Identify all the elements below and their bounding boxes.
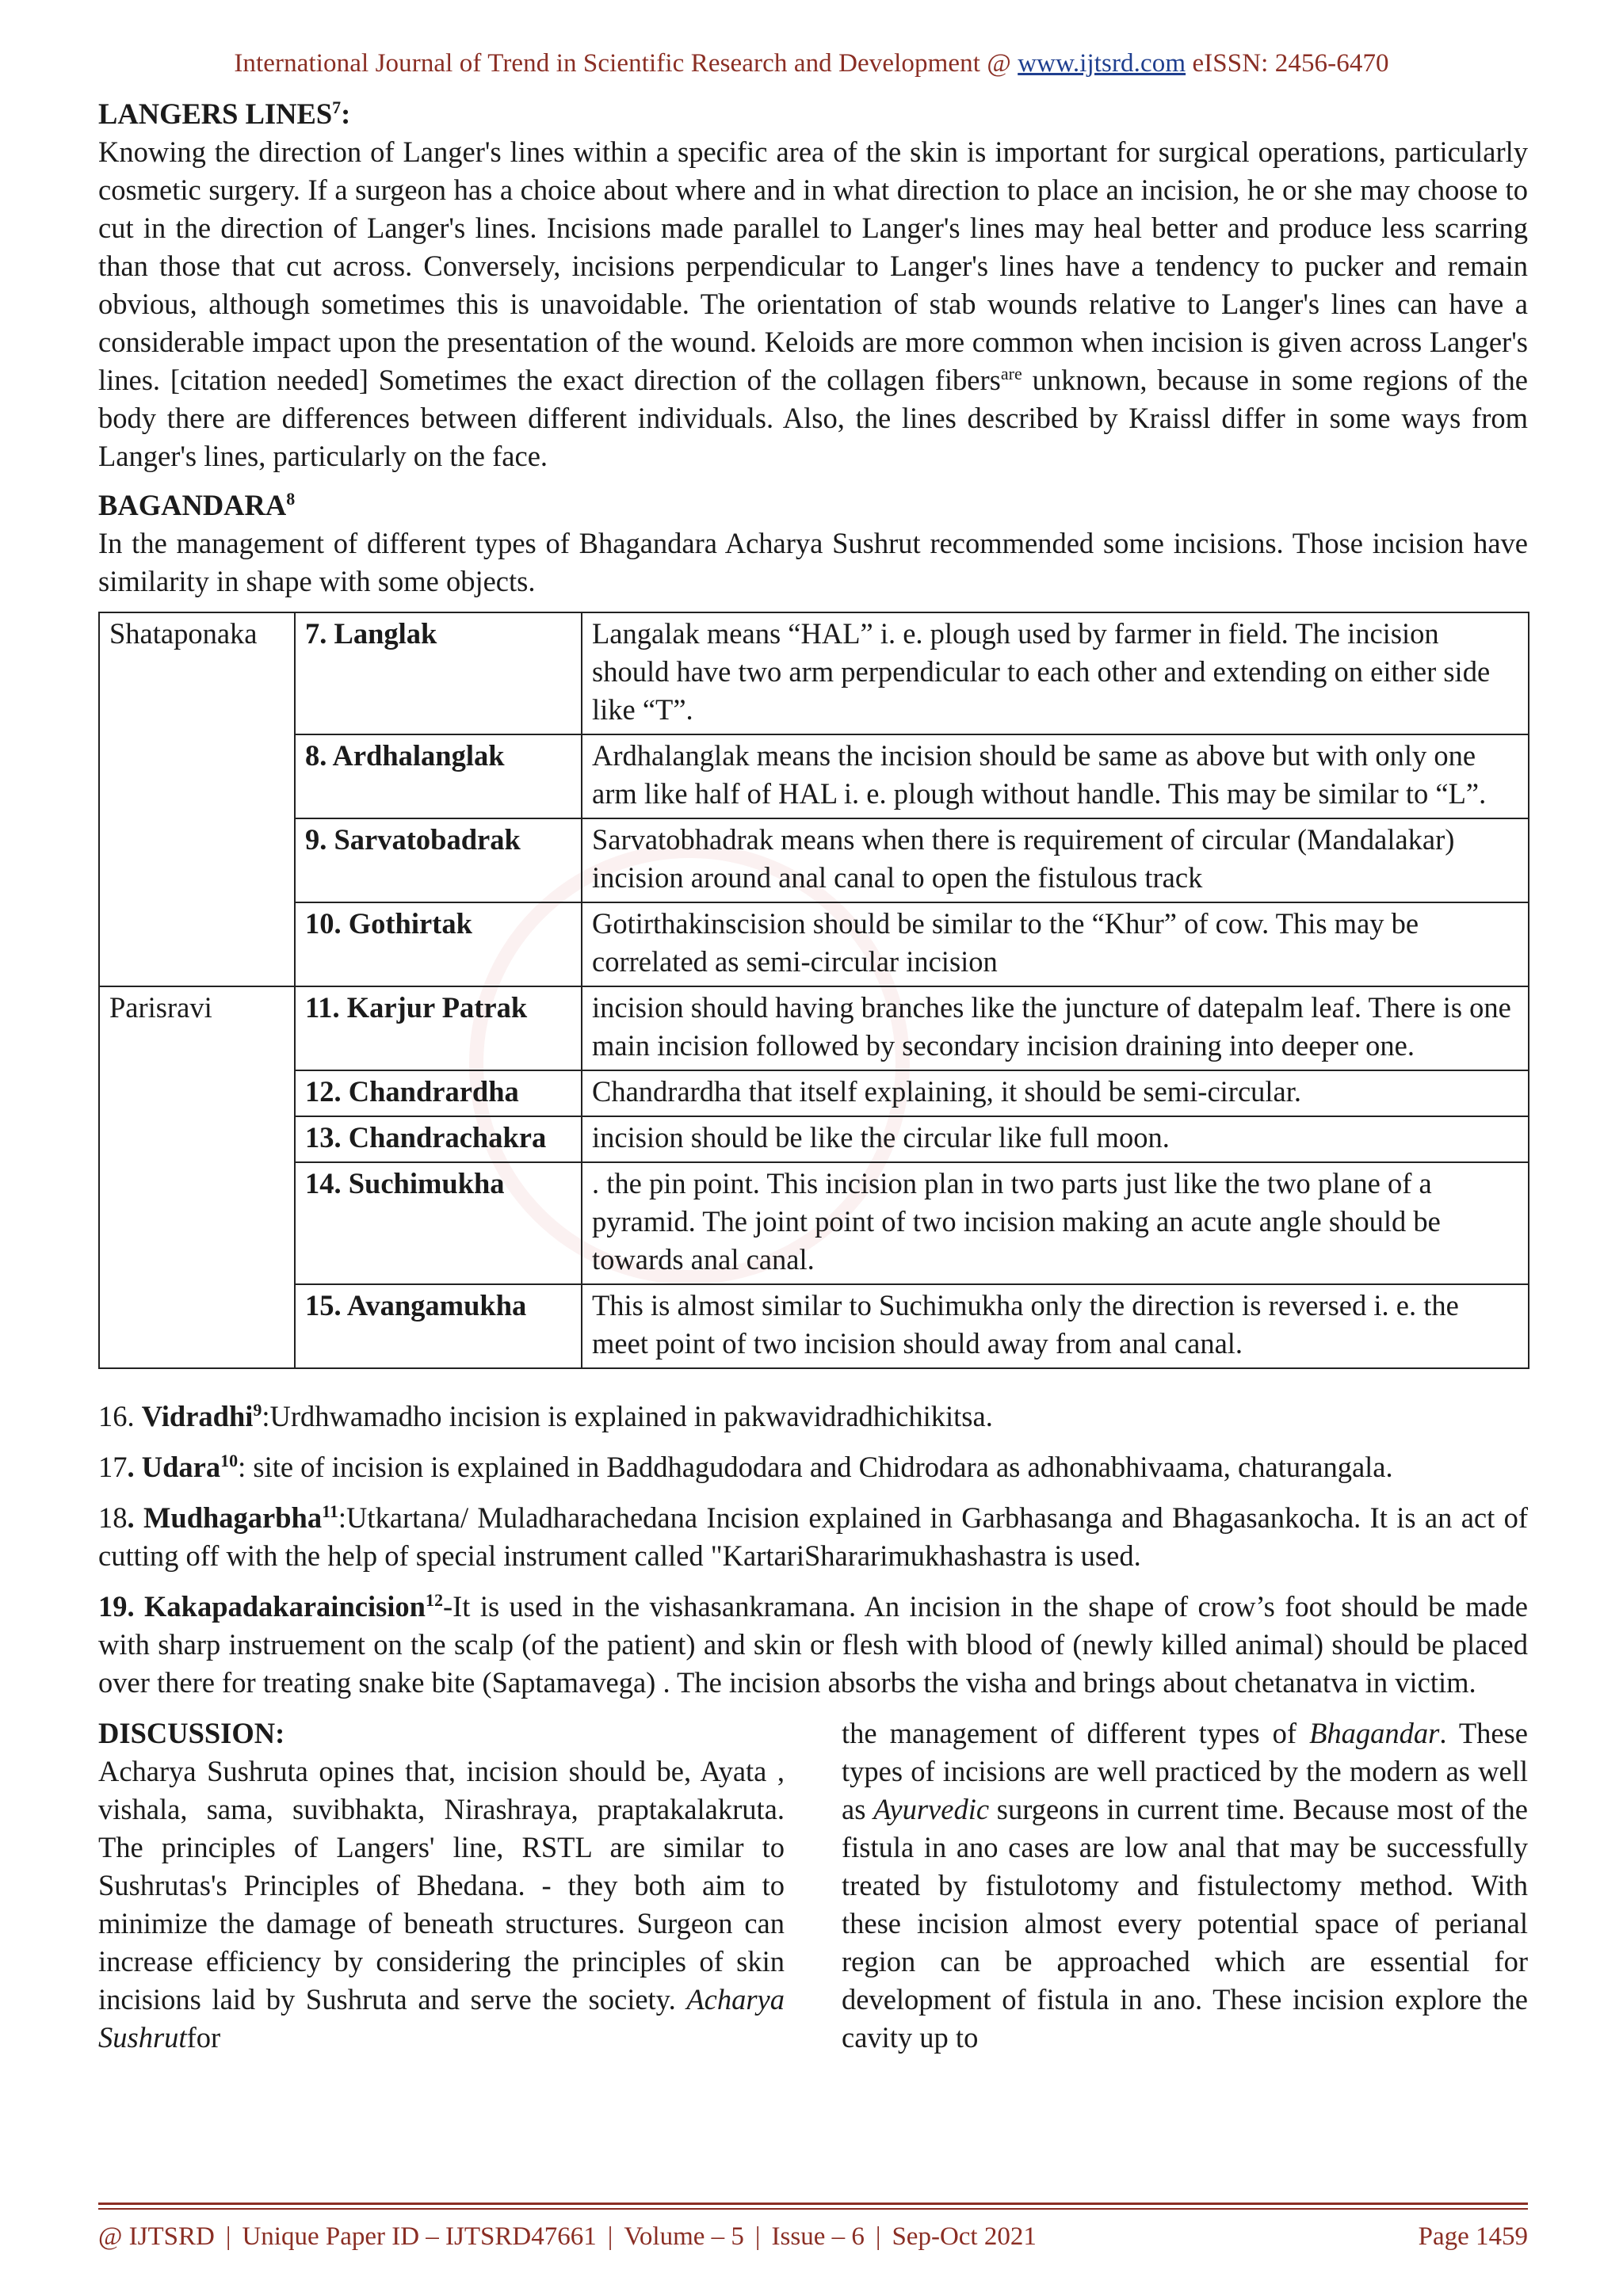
group-cell (99, 1116, 295, 1162)
incision-description: Ardhalanglak means the incision should be same as above but with only one arm like half of HAL i. e. plough without handle. This may be similar to “L”. (582, 734, 1529, 818)
incision-description: Gotirthakinscision should be similar to the “Khur” of cow. This may be correlated as semi-circular incision (582, 902, 1529, 986)
bagandara-title: BAGANDARA (98, 489, 287, 521)
incision-description: This is almost similar to Suchimukha only the direction is reversed i. e. the meet point of two incision should away from anal canal. (582, 1284, 1529, 1368)
langers-ref: 7 (332, 97, 342, 117)
langers-text-a: Knowing the direction of Langer's lines within a specific area of the skin is important for surgical operations, particularly cosmetic surgery. If a surgeon has a choice about where and in what direction to place an incision, he or she may choose to cut in the direction of Langer's lines. Incisions made parallel to Langer's lines may heal better and produce less scarring than those that cut across. Conversely, incisions perpendicular to Langer's lines have a tendency to pucker and remain obvious, although sometimes this is unavoidable. The orientation of stab wounds relative to Langer's lines can have a considerable impact upon the presentation of the wound. Keloids are more common when incision is given across Langer's lines. [citation needed] Sometimes the exact direction of the collagen fibers (98, 135, 1528, 396)
footer-separator: | (225, 2222, 231, 2251)
item-text: :Utkartana/ Muladharachedana Incision explained in Garbhasanga and Bhagasankocha. It is an act of cutting off with the help of special instrument called "KartariShararimukhashastra is used. (98, 1501, 1528, 1572)
table-row (99, 1162, 1529, 1284)
group-cell (99, 818, 295, 902)
incision-name: 7. Langlak (295, 612, 582, 734)
discussion-left-italic: Acharya Sushrut (98, 1983, 785, 2054)
discussion-left-end: for (186, 2021, 221, 2054)
table-row (99, 986, 1529, 1070)
table-row (99, 734, 1529, 818)
footer-page-number: Page 1459 (1418, 2222, 1528, 2251)
discussion-right-text-a: the management of different types of (842, 1717, 1310, 1749)
right-column (842, 1714, 1528, 2057)
bagandara-ref: 8 (286, 488, 296, 509)
incision-description: Langalak means “HAL” i. e. plough used by farmer in field. The incision should have two arm perpendicular to each other and extending on either side like “T”. (582, 612, 1529, 734)
table-row (99, 1284, 1529, 1368)
footer-rule-thin (98, 2208, 1528, 2210)
item-number: 16. (98, 1400, 142, 1432)
discussion-right-italic-1: Bhagandar (1309, 1717, 1440, 1749)
footer-separator: | (875, 2222, 881, 2251)
list-item (98, 1448, 1528, 1486)
incision-description: incision should be like the circular like full moon. (582, 1116, 1529, 1162)
bagandara-heading (98, 486, 1528, 524)
bagandara-intro: In the management of different types of Bhagandara Acharya Sushrut recommended some incisions. Those incision have similarity in shape with some objects. (98, 527, 1528, 597)
journal-issn: eISSN: 2456-6470 (1192, 49, 1389, 78)
group-cell (99, 902, 295, 986)
item-text: : site of incision is explained in Baddhagudodara and Chidrodara as adhonabhivaama, chaturangala. (238, 1451, 1393, 1483)
discussion-right-italic-2: Ayurvedic (873, 1793, 990, 1825)
footer-paper-id: Unique Paper ID – IJTSRD47661 (242, 2222, 597, 2251)
table-row (99, 612, 1529, 734)
list-item (98, 1398, 1528, 1436)
footer-date: Sep-Oct 2021 (892, 2222, 1037, 2251)
discussion-left-text: Acharya Sushruta opines that, incision should be, Ayata , vishala, sama, suvibhakta, Nirashraya, praptakalakruta. The principles of Langers' line, RSTL are similar to Sushrutas's Principles of Bhedana. - they both aim to minimize the damage of beneath structures. Surgeon can increase efficiency by considering the principles of skin incisions laid by Sushruta and serve the society. (98, 1755, 785, 2016)
item-ref: 10 (220, 1450, 239, 1470)
main-content (98, 95, 1528, 2057)
item-ref: 11 (322, 1501, 338, 1521)
discussion-paragraph-left (98, 1753, 785, 2057)
item-name: . Udara (127, 1451, 221, 1483)
footer-separator: | (754, 2222, 761, 2251)
item-name: . Mudhagarbha (127, 1501, 323, 1534)
two-column-section (98, 1714, 1528, 2057)
group-cell: Shataponaka (99, 612, 295, 734)
incision-name: 10. Gothirtak (295, 902, 582, 986)
table-row (99, 902, 1529, 986)
footer-left (98, 2222, 1037, 2252)
item-name: Vidradhi (141, 1400, 254, 1432)
incision-description: incision should having branches like the juncture of datepalm leaf. There is one main incision followed by secondary incision draining into deeper one. (582, 986, 1529, 1070)
footer-org: @ IJTSRD (98, 2222, 215, 2251)
langers-text-b: unknown, because in some regions of the body there are differences between different individuals. Also, the lines described by Kraissl differ in some ways from Langer's lines, particularly on the face. (98, 364, 1529, 472)
list-item (98, 1588, 1528, 1702)
incision-name: 8. Ardhalanglak (295, 734, 582, 818)
incision-name: 11. Karjur Patrak (295, 986, 582, 1070)
group-cell (99, 734, 295, 818)
item-number: 17 (98, 1451, 128, 1483)
incision-name: 12. Chandrardha (295, 1070, 582, 1116)
running-footer (98, 2222, 1528, 2252)
incision-name: 13. Chandrachakra (295, 1116, 582, 1162)
item-name: 19. Kakapadakaraincision (98, 1590, 426, 1623)
incision-description: Sarvatobhadrak means when there is requirement of circular (Mandalakar) incision around anal canal to open the fistulous track (582, 818, 1529, 902)
item-ref: 12 (425, 1589, 443, 1610)
incision-list (98, 1398, 1528, 1702)
discussion-paragraph-right (842, 1714, 1528, 2057)
incision-name: 14. Suchimukha (295, 1162, 582, 1284)
list-item (98, 1499, 1528, 1575)
group-cell (99, 1070, 295, 1116)
running-header (0, 49, 1623, 78)
item-ref: 9 (253, 1399, 262, 1420)
discussion-right-text-c: surgeons in current time. Because most of the fistula in ano cases are low anal that may be successfully treated by fistulotomy and fistulectomy method. With these incision almost every potential space of perianal region can be approached which are essential for development of fistula in ano. These incision explore the cavity up to (842, 1793, 1529, 2054)
journal-url-link[interactable]: www.ijtsrd.com (1018, 49, 1186, 78)
incision-name: 15. Avangamukha (295, 1284, 582, 1368)
item-text: -It is used in the vishasankramana. An incision in the shape of crow’s foot should be made with sharp instruement on the scalp (of the patient) and skin or flesh with blood of (newly killed animal) should be placed over there for treating snake bite (Saptamavega) . The incision absorbs the visha and brings about chetanatva in victim. (98, 1590, 1528, 1699)
left-column (98, 1714, 785, 2057)
journal-name: International Journal of Trend in Scientific Research and Development @ (234, 49, 1011, 78)
langers-paragraph (98, 133, 1528, 475)
incision-name: 9. Sarvatobadrak (295, 818, 582, 902)
incision-description: Chandrardha that itself explaining, it should be semi-circular. (582, 1070, 1529, 1116)
langers-colon: : (341, 97, 351, 130)
langers-title: LANGERS LINES (98, 97, 333, 130)
group-cell: Parisravi (99, 986, 295, 1070)
footer-issue: Issue – 6 (771, 2222, 865, 2251)
table-row (99, 1116, 1529, 1162)
footer-separator: | (607, 2222, 613, 2251)
item-number: 18 (98, 1501, 128, 1534)
group-cell (99, 1162, 295, 1284)
group-cell (99, 1284, 295, 1368)
discussion-heading: DISCUSSION: (98, 1717, 285, 1749)
table-row (99, 1070, 1529, 1116)
incision-description: . the pin point. This incision plan in two parts just like the two plane of a pyramid. The joint point of two incision making an acute angle should be towards anal canal. (582, 1162, 1529, 1284)
footer-rule (98, 2203, 1528, 2205)
incision-table (98, 612, 1529, 1369)
table-row (99, 818, 1529, 902)
footer-volume: Volume – 5 (624, 2222, 744, 2251)
item-text: :Urdhwamadho incision is explained in pakwavidradhichikitsa. (262, 1400, 993, 1432)
langers-sup: are (1000, 363, 1022, 383)
langers-heading (98, 95, 1528, 133)
discussion-right-text-b: . These types of incisions are well practiced by the modern as well as (842, 1717, 1528, 1825)
